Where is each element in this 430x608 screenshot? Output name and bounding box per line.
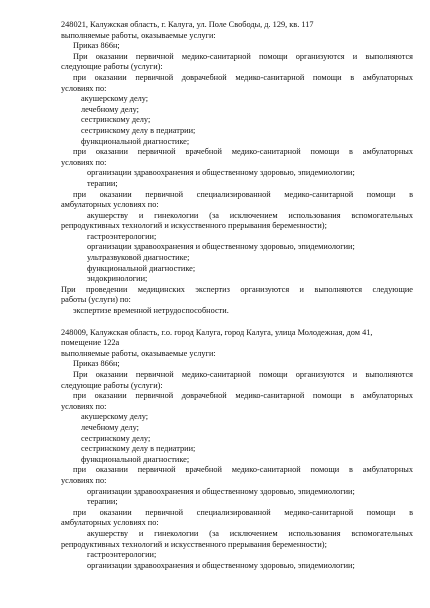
list-item: терапии; [87, 178, 118, 188]
works-heading: выполняемые работы, оказываемые услуги: [61, 348, 216, 358]
document-page [61, 20, 413, 571]
doc-heading-cont: условиях по: [61, 475, 107, 485]
spec-heading: при оказании первичной специализированной медико-санитарной помощи в [73, 189, 413, 199]
expertise-heading-cont: работы (услуги) по: [61, 295, 131, 305]
list-item: акушерству и гинекологии (за исключением использования вспомогательных [87, 528, 413, 538]
list-item: акушерскому делу; [81, 412, 149, 422]
list-item: эндокринологии; [87, 274, 148, 284]
spec-heading-cont: амбулаторных условиях по: [61, 200, 159, 210]
list-item: экспертизе временной нетрудоспособности. [73, 306, 229, 316]
list-item: функциональной диагностике; [81, 454, 190, 464]
pmsp-heading: При оказании первичной медико-санитарной помощи организуются и выполняются [73, 370, 413, 379]
list-item: организации здравоохранения и общественному здоровью, эпидемиологии; [87, 168, 355, 178]
order-ref: Приказ 866н; [73, 41, 120, 51]
list-item: организации здравоохранения и общественному здоровью, эпидемиологии; [87, 242, 355, 252]
doc-heading: при оказании первичной врачебной медико-санитарной помощи в амбулаторных [73, 147, 413, 157]
list-item: организации здравоохранения и общественному здоровью, эпидемиологии; [87, 560, 355, 570]
list-item-cont: репродуктивных технологий и искусственного прерывания беременности); [61, 221, 327, 231]
list-item: сестринскому делу; [81, 433, 151, 443]
address-cont: помещение 122а [61, 338, 120, 348]
list-item: сестринскому делу в педиатрии; [81, 444, 196, 454]
list-item: сестринскому делу в педиатрии; [81, 125, 196, 135]
predoc-heading-cont: условиях по: [61, 401, 107, 411]
list-item: терапии; [87, 497, 118, 507]
order-ref: Приказ 866н; [73, 359, 120, 369]
list-item: функциональной диагностике; [87, 263, 196, 273]
list-item: функциональной диагностике; [81, 136, 190, 146]
license-section-2 [61, 328, 413, 572]
pmsp-heading-cont: следующие работы (услуги): [61, 380, 163, 390]
pmsp-heading: При оказании первичной медико-санитарной помощи организуются и выполняются [73, 51, 413, 61]
list-item: ультразвуковой диагностике; [87, 253, 190, 263]
list-item: организации здравоохранения и общественному здоровью, эпидемиологии; [87, 486, 355, 496]
address: 248009, Калужская область, г.о. город Калуга, город Калуга, улица Молодежная, дом 41, [61, 327, 373, 337]
predoc-heading: при оказании первичной доврачебной медико-санитарной помощи в амбулаторных [73, 72, 413, 82]
doc-heading: при оказании первичной врачебной медико-санитарной помощи в амбулаторных [73, 465, 413, 475]
predoc-heading: при оказании первичной доврачебной медико-санитарной помощи в амбулаторных [73, 391, 413, 401]
address: 248021, Калужская область, г. Калуга, ул. Поле Свободы, д. 129, кв. 117 [61, 20, 314, 29]
list-item: гастроэнтерологии; [87, 550, 157, 560]
pmsp-heading-cont: следующие работы (услуги): [61, 62, 163, 72]
list-item: лечебному делу; [81, 104, 139, 114]
expertise-heading: При проведении медицинских экспертиз организуются и выполняются следующие [61, 284, 413, 294]
list-item-cont: репродуктивных технологий и искусственного прерывания беременности); [61, 539, 327, 549]
list-item: гастроэнтерологии; [87, 231, 157, 241]
license-section-1 [61, 20, 413, 317]
list-item: сестринскому делу; [81, 115, 151, 125]
doc-heading-cont: условиях по: [61, 157, 107, 167]
predoc-heading-cont: условиях по: [61, 83, 107, 93]
spec-heading-cont: амбулаторных условиях по: [61, 518, 159, 528]
list-item: акушерству и гинекологии (за исключением использования вспомогательных [87, 210, 413, 220]
works-heading: выполняемые работы, оказываемые услуги: [61, 30, 216, 40]
spec-heading: при оказании первичной специализированной медико-санитарной помощи в [73, 507, 413, 517]
list-item: акушерскому делу; [81, 94, 149, 104]
list-item: лечебному делу; [81, 422, 139, 432]
